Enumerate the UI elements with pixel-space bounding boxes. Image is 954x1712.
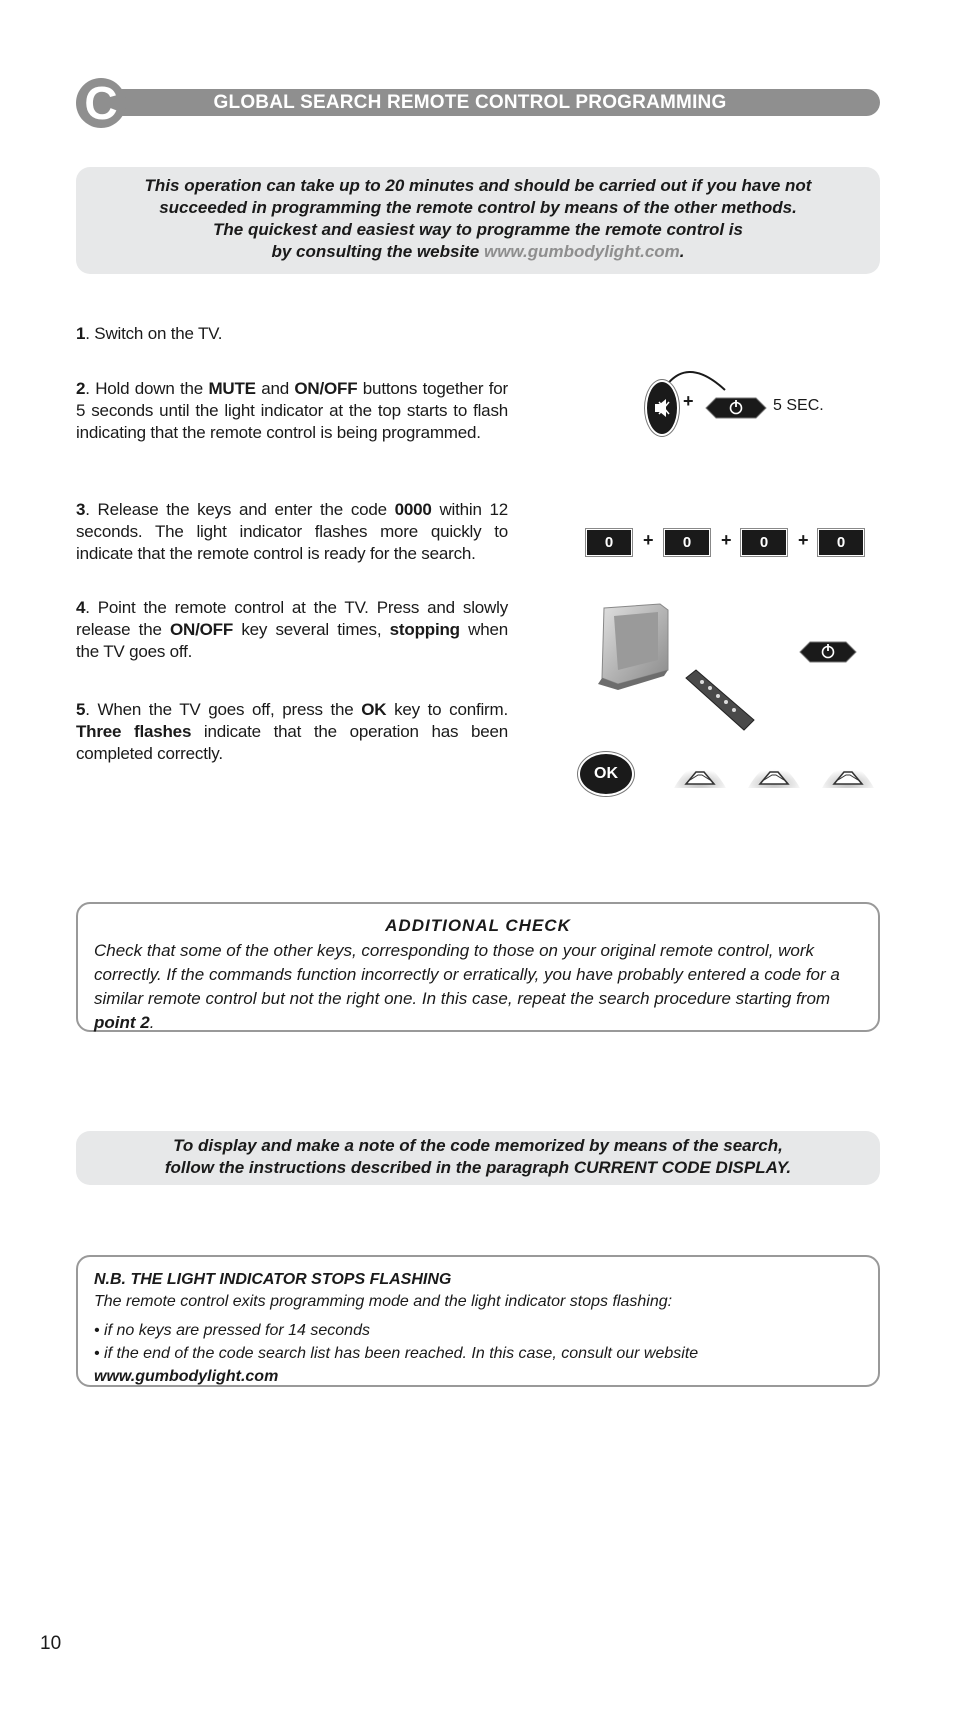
step-text: indicate that the operation has been completed correctly. xyxy=(76,722,508,763)
step-text: buttons together for 5 seconds until the light indicator at the top starts to flash indicating that the remote control is being programmed. xyxy=(76,379,508,442)
onoff-key-icon xyxy=(798,640,858,664)
ok-key-icon: OK xyxy=(578,752,634,796)
remote-image xyxy=(680,668,760,738)
tv-icon xyxy=(588,600,688,690)
plus-sign: + xyxy=(721,530,732,550)
section-title-bar xyxy=(112,89,880,116)
nb-item-text: • if the end of the code search list has been reached. In this case, consult our website xyxy=(94,1345,699,1362)
step-2 xyxy=(76,378,508,444)
step-text: within 12 seconds. The light indicator flashes more quickly to indicate that the remote control is ready for the search. xyxy=(76,500,508,563)
code-display-line-1: To display and make a note of the code memorized by means of the search, xyxy=(173,1136,783,1155)
plus-sign: + xyxy=(798,530,809,550)
plus-sign: + xyxy=(643,530,654,550)
onoff-button-icon xyxy=(704,396,764,418)
step-4 xyxy=(76,597,508,663)
step-number: 4 xyxy=(76,598,86,617)
intro-line-1: This operation can take up to 20 minutes and should be carried out if you have not xyxy=(144,176,812,195)
hold-time-label: 5 SEC. xyxy=(773,397,824,414)
power-key-icon xyxy=(704,396,768,420)
intro-line-4-end: . xyxy=(679,242,685,261)
step-keyword: ON/OFF xyxy=(170,620,234,639)
code-display-line-2: follow the instructions described in the paragraph CURRENT CODE DISPLAY. xyxy=(164,1158,792,1177)
additional-check-body: Check that some of the other keys, corresponding to those on your original remote control, work correctly. If the commands function incorrectly or erratically, you have probably entered a code for a similar remote control but not the right one. In this case, repeat the search procedure starting from xyxy=(94,941,840,1008)
three-flashes-illustration xyxy=(674,748,874,792)
step-1 xyxy=(76,323,508,345)
step-3 xyxy=(76,499,508,565)
step-number: 3 xyxy=(76,500,86,519)
step-keyword: Three flashes xyxy=(76,722,192,741)
power-key-icon xyxy=(798,640,858,664)
plus-sign: + xyxy=(683,391,694,411)
step-text: . Switch on the TV. xyxy=(85,324,223,343)
section-letter-badge: C xyxy=(76,78,126,128)
additional-check-box xyxy=(76,902,880,1032)
nb-list xyxy=(94,1319,862,1388)
nb-text: The remote control exits programming mode and the light indicator stops flashing: xyxy=(94,1293,673,1310)
tv-image xyxy=(588,600,688,690)
intro-line-4-text: by consulting the website xyxy=(271,242,484,261)
step-number: 2 xyxy=(76,379,86,398)
step-text: . Hold down the xyxy=(85,379,209,398)
intro-line-3: The quickest and easiest way to programme the remote control is xyxy=(213,220,743,239)
digit-key-0: 0 xyxy=(665,530,709,555)
step-keyword: ON/OFF xyxy=(294,379,358,398)
intro-line-2: succeeded in programming the remote control by means of the other methods. xyxy=(159,198,797,217)
step-keyword: MUTE xyxy=(208,379,256,398)
nb-title: N.B. THE LIGHT INDICATOR STOPS FLASHING xyxy=(94,1271,452,1288)
step-text: . Release the keys and enter the code xyxy=(85,500,395,519)
list-item xyxy=(94,1342,862,1388)
code-display-note xyxy=(76,1131,880,1185)
step-keyword: 0000 xyxy=(394,500,432,519)
additional-check-text xyxy=(94,939,862,1035)
mute-icon xyxy=(647,382,677,434)
intro-note xyxy=(76,167,880,274)
step-5 xyxy=(76,699,508,765)
step-text: . Point the remote control at the TV. Press and slowly release the xyxy=(76,598,508,639)
list-item: • if no keys are pressed for 14 seconds xyxy=(94,1322,370,1339)
code-entry-illustration xyxy=(587,530,867,560)
step-text: key several times, xyxy=(233,620,390,639)
step-keyword: stopping xyxy=(389,620,460,639)
intro-line-4 xyxy=(76,241,880,263)
digit-key-0: 0 xyxy=(587,530,631,555)
step-text: key to confirm. xyxy=(386,700,508,719)
digit-key-0: 0 xyxy=(742,530,786,555)
step-number: 1 xyxy=(76,324,86,343)
step-text: when the TV goes off. xyxy=(76,620,508,661)
step-text: and xyxy=(255,379,295,398)
point-reference: point 2 xyxy=(94,1013,150,1032)
mute-onoff-illustration xyxy=(640,358,840,438)
section-title: GLOBAL SEARCH REMOTE CONTROL PROGRAMMING xyxy=(213,92,727,113)
website-link[interactable]: www.gumbodylight.com xyxy=(483,242,680,261)
additional-check-title: ADDITIONAL CHECK xyxy=(385,916,571,935)
step-number: 5 xyxy=(76,700,86,719)
flash-led-icons xyxy=(674,748,874,792)
nb-box xyxy=(76,1255,880,1387)
website-link[interactable]: www.gumbodylight.com xyxy=(94,1368,279,1385)
page-number: 10 xyxy=(40,1633,62,1654)
digit-key-0: 0 xyxy=(819,530,863,555)
remote-icon xyxy=(680,668,760,738)
step-text: . When the TV goes off, press the xyxy=(85,700,362,719)
additional-check-end: . xyxy=(149,1013,155,1032)
mute-button-icon xyxy=(645,380,679,436)
step-keyword: OK xyxy=(361,700,387,719)
